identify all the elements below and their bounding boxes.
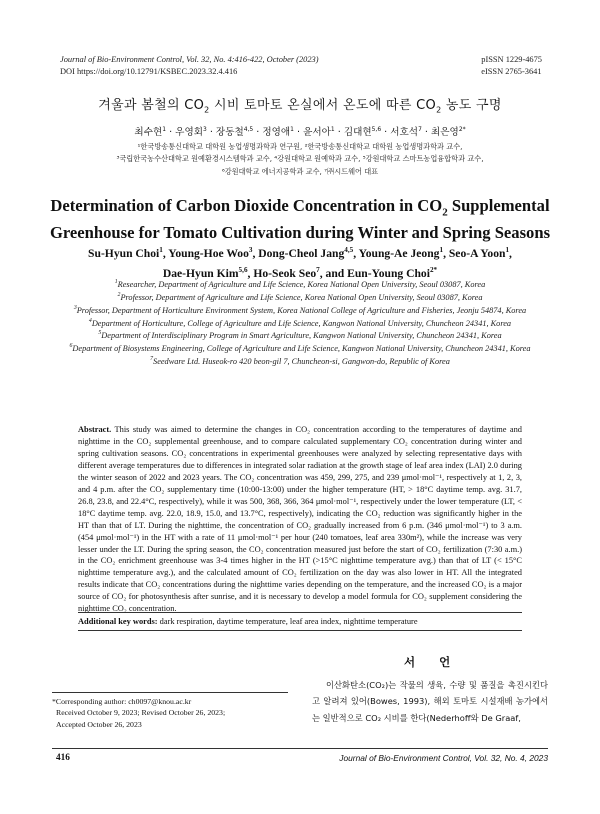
separator: · [253,127,263,138]
author-name: Dong-Cheol Jang$^{4,5}$ [258,246,354,260]
author-name: Young-Hoe Woo$^3$ [168,246,253,260]
keywords-label: Additional key words: [78,617,158,626]
separator: · [293,127,304,138]
korean-affiliations [50,141,550,178]
keywords [78,616,522,628]
author-name: 최은영$^{2*}$ [431,125,466,138]
english-authors [40,242,560,282]
author-name: 김대현$^{5,6}$ [343,125,382,138]
divider [78,630,522,631]
separator: · [206,127,216,138]
received-date: Received October 9, 2023; Revised October 26, 2023; [56,708,226,718]
page-number: 416 [56,753,70,763]
abstract-label: Abstract. [78,425,112,434]
section-heading: 서 언 [404,655,461,669]
author-name: 최수현$^1$ [134,125,167,138]
separator: · [166,127,176,138]
korean-affiliation-line: ¹한국방송통신대학교 대학원 농업생명과학과 연구원, ²한국방송통신대학교 대학원 농업생명과학과 교수, [137,142,463,151]
separator: · [381,127,391,138]
english-authors-line: Su-Hyun Choi$^1$, Young-Hoe Woo$^3$, Dong-Cheol Jang$^{4,5}$, Young-Ae Jeong$^1$, Seo-A Yoon$^1$, [88,246,512,260]
english-affiliation-line: $^7$Seedware Ltd. Huseok-ro 420 beon-gil 7, Chuncheon-si, Gangwon-do, Republic of Korea [150,356,450,366]
abstract [78,424,522,615]
divider [78,612,522,613]
english-title: Determination of Carbon Dioxide Concentration in $CO_2$ Supplemental Greenhouse for Tomato Cultivation during Winter and Spring Seasons [49,196,551,242]
accepted-date: Accepted October 26, 2023 [56,719,142,729]
english-affiliation-line: $^1$Researcher, Department of Agriculture and Life Science, Korea National Open University, Seoul 03087, Korea [114,279,486,289]
author-name: Ho-Seok Seo$^7$ [253,265,320,280]
issn-block [481,54,542,77]
english-affiliations [52,277,548,367]
author-name: 윤서아$^1$ [303,125,335,138]
eissn: eISSN 2765-3641 [481,66,542,76]
footer-divider [52,748,548,749]
english-affiliation-line: $^2$Professor, Department of Agriculture and Life Science, Korea National Open University, Seoul 03087, Korea [117,291,483,302]
abstract-text: This study was aimed to determine the changes in CO₂ concentration according to the temperatures of daytime and nighttime in the CO₂ supplemental greenhouse, and to compare calculated supplementary CO₂ concentration during winter and spring cultivation seasons. CO₂ concentrations in experimental greenhouses were analyzed by selecting representative days with different average temperatures due to differences in integrated solar radiation at the growth stage of leaf area index (LAI) 2.0 during the winter season of 2022 and 2023 years. The CO₂ concentration was 459, 299, 275, and 239 μmol·mol⁻¹, respectively at 1, 2, 3, and 4 p.m. after the CO₂ supplementary time (10:00-13:00) under the higher temperature (HT, > 18°C daytime temp. avg. 31.7, 26.8, 23.8, and 22.4°C, respectively), while it was 500, 368, 366, 364 μmol·mol⁻¹, respectively under the lower temperature (LT, < 18°C daytime temp. avg. 22.0, 18.9, 15.0, and 13.7°C, respectively), indicating the CO₂ reduction was significantly higher in the HT than that of LT. During the nighttime, the concentration of CO₂ gradually increased from 6 p.m. (346 μmol·mol⁻¹) to 3 a.m. (454 μmol·mol⁻¹) in the HT with a rate of 11 μmol·mol⁻¹ per hour (240 tomatoes, leaf area 330m²), while the increase was very lesser under the LT. During the spring season, the CO₂ concentration measured just before the start of CO₂ fertilization (7:30 a.m.) in the CO₂ enrichment greenhouse was 3-4 times higher in the HT (>15°C nighttime temperature avg.) than that of LT (< 15°C nighttime temperature avg.), and the calculated amount of CO₂ fertilization on the day was also lower in HT. All the integrated results indicate that CO₂ concentrations during the nighttime varies depending on the temperature, and the increased CO₂ is a major source of CO₂ for photosynthesis after sunrise, and it is necessary to develop a model formula for CO₂ supplement considering the nighttime CO₂ concentration. [78,425,522,614]
author-name: 장동철$^{4,5}$ [215,125,254,138]
english-affiliation-line: $^3$Professor, Department of Horticulture Environment System, Korea National College of Agriculture and Fisheries, Jeonju 54874, Korea [73,304,527,315]
separator: · [421,127,432,138]
body-text [312,677,548,726]
footer-journal: Journal of Bio-Environment Control, Vol. 32, No. 4, 2023 [339,753,548,763]
korean-affiliation-line: ³국립한국농수산대학교 원예환경시스템학과 교수, ⁴강원대학교 원예학과 교수, ⁵강원대학교 스마트농업융합학과 교수, [116,154,484,164]
separator: · [334,127,344,138]
footnote [52,696,288,730]
corresponding-author: *Corresponding author: ch0097@knou.ac.kr [52,697,192,706]
author-name: 우영회$^3$ [175,125,207,138]
english-affiliation-line: $^6$Department of Biosystems Engineering, College of Agriculture and Life Science, Kangwon National University, Chuncheon 24341, Korea [69,343,531,354]
keywords-text: dark respiration, daytime temperature, leaf area index, nighttime temperature [159,617,418,626]
author-name: Eun-Young Choi$^{2*}$ [347,265,438,280]
english-affiliation-line: $^4$Department of Horticulture, College of Agriculture and Life Science, Kangwon National University, Chuncheon 24341, Korea [88,317,512,328]
korean-title: 겨울과 봄철의 $CO_2$ 시비 토마토 온실에서 온도에 따른 $CO_2$ 농도 구명 [98,98,502,115]
author-name: Seo-A Yoon$^1$ [448,246,510,260]
english-authors-line: Dae-Hyun Kim$^{5,6}$, Ho-Seok Seo$^7$, and Eun-Young Choi$^{2*}$ [162,265,438,280]
doi-link[interactable]: DOI https://doi.org/10.12791/KSBEC.2023.32.4.416 [60,66,238,76]
korean-authors [0,124,600,138]
body-paragraph: 이산화탄소(CO₂)는 작물의 생육, 수량 및 품질을 촉진시킨다고 알려져 있어(Bowes, 1993), 해외 토마토 시설재배 농가에서는 일반적으로 CO₂ 시비를 한다(Nederhoff와 De Graaf, [312,680,548,723]
author-name: 서호석$^7$ [390,125,422,138]
korean-affiliation-line: ⁶강원대학교 에너지공학과 교수, ⁷㈜시드웨어 대표 [221,166,379,176]
footnote-divider [52,692,288,693]
author-name: Su-Hyun Choi$^1$ [88,246,163,260]
pissn: pISSN 1229-4675 [481,55,542,64]
journal-header [60,54,319,77]
journal-citation: Journal of Bio-Environment Control, Vol. 32, No. 4:416-422, October (2023) [60,55,319,64]
english-affiliation-line: $^5$Department of Interdisciplinary Program in Smart Agriculture, Kangwon National University, Chuncheon 24341, Korea [98,330,502,341]
author-name: 정영애$^1$ [262,125,294,138]
author-name: Dae-Hyun Kim$^{5,6}$ [162,265,248,280]
author-name: Young-Ae Jeong$^1$ [358,246,444,260]
